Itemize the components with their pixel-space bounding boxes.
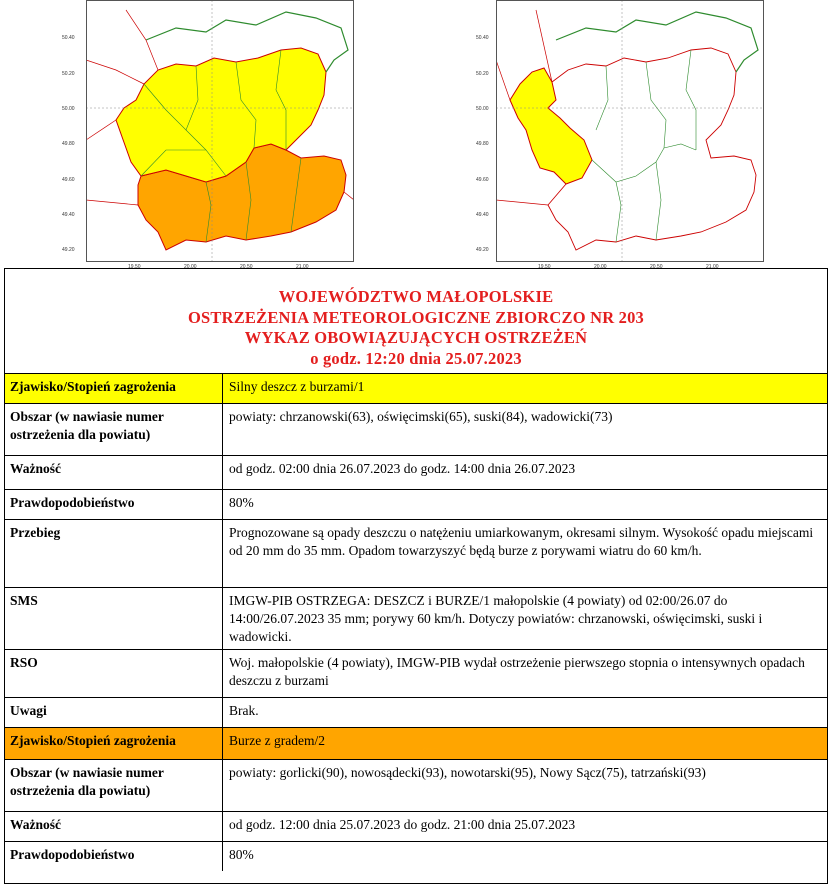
row-label: Obszar (w nawiasie numer ostrzeżenia dla powiatu) xyxy=(5,404,223,455)
x-tick: 20.50 xyxy=(650,264,663,270)
title-line: WOJEWÓDZTWO MAŁOPOLSKIE xyxy=(278,287,554,306)
table-row-rso-1 xyxy=(5,649,827,697)
row-label: Ważność xyxy=(5,812,223,841)
title-line: OSTRZEŻENIA METEOROLOGICZNE ZBIORCZO NR 203 xyxy=(187,307,645,327)
table-row-validity-1 xyxy=(5,455,827,489)
y-tick: 49.40 xyxy=(62,212,75,218)
row-value: Burze z gradem/2 xyxy=(229,733,325,748)
x-tick: 19.50 xyxy=(538,264,551,270)
x-tick: 20.00 xyxy=(184,264,197,270)
x-tick: 20.00 xyxy=(594,264,607,270)
table-row-probability-1 xyxy=(5,489,827,519)
row-value: Woj. małopolskie (4 powiaty), IMGW-PIB wydał ostrzeżenie pierwszego stopnia o intensywnych opadach deszczu z burzami xyxy=(229,655,805,688)
table-row-probability-2 xyxy=(5,841,827,871)
y-tick: 50.00 xyxy=(62,106,75,112)
y-tick: 50.40 xyxy=(476,35,489,41)
row-label: Obszar (w nawiasie numer ostrzeżenia dla powiatu) xyxy=(5,760,223,811)
y-tick: 49.60 xyxy=(476,177,489,183)
row-value: Silny deszcz z burzami/1 xyxy=(229,379,365,394)
table-row-notes-1 xyxy=(5,697,827,727)
x-tick: 21.00 xyxy=(296,264,309,270)
x-tick: 21.00 xyxy=(706,264,719,270)
table-row-phenomenon-2 xyxy=(5,727,827,759)
x-tick: 19.50 xyxy=(128,264,141,270)
y-tick: 49.80 xyxy=(476,141,489,147)
row-value: od godz. 02:00 dnia 26.07.2023 do godz. 14:00 dnia 26.07.2023 xyxy=(229,461,576,476)
title-line: o godz. 12:20 dnia 25.07.2023 xyxy=(310,348,522,368)
row-value: Prognozowane są opady deszczu o natężeniu umiarkowanym, okresami silnym. Wysokość opadu miejscami od 20 mm do 35 mm. Opadom towarzyszyć będą burze z porywami wiatru do 60 km/h. xyxy=(229,525,814,558)
y-tick: 50.40 xyxy=(62,35,75,41)
row-label: SMS xyxy=(5,588,223,649)
warning-document xyxy=(4,268,828,884)
x-tick: 20.50 xyxy=(240,264,253,270)
table-row-course-1 xyxy=(5,519,827,587)
table-row-sms-1 xyxy=(5,587,827,649)
table-row-phenomenon-1 xyxy=(5,373,827,403)
y-tick: 49.80 xyxy=(62,141,75,147)
map-right-svg xyxy=(496,0,764,262)
row-label: Uwagi xyxy=(5,698,223,727)
row-label: Zjawisko/Stopień zagrożenia xyxy=(5,374,223,403)
y-tick: 49.20 xyxy=(62,247,75,253)
row-label: RSO xyxy=(5,650,223,697)
row-value: Brak. xyxy=(229,703,259,718)
row-value: powiaty: chrzanowski(63), oświęcimski(65), suski(84), wadowicki(73) xyxy=(229,409,613,424)
y-tick: 49.60 xyxy=(62,177,75,183)
document-title xyxy=(5,269,827,373)
y-tick: 49.40 xyxy=(476,212,489,218)
row-value: IMGW-PIB OSTRZEGA: DESZCZ i BURZE/1 małopolskie (4 powiaty) od 02:00/26.07 do 14:00/26.07.2023 35 mm; porywy 60 km/h. Dotyczy powiatów: chrzanowski, oświęcimski, suski i wadowicki. xyxy=(229,593,763,644)
table-row-area-1 xyxy=(5,403,827,455)
warning-map-left xyxy=(86,0,354,262)
warning-map-right xyxy=(496,0,764,262)
row-label: Przebieg xyxy=(5,520,223,587)
table-row-validity-2 xyxy=(5,811,827,841)
row-label: Prawdopodobieństwo xyxy=(5,490,223,519)
row-value: 80% xyxy=(229,847,254,862)
y-tick: 50.20 xyxy=(62,71,75,77)
title-line: WYKAZ OBOWIĄZUJĄCYCH OSTRZEŻEŃ xyxy=(244,328,588,347)
map-left-svg xyxy=(86,0,354,262)
row-label: Ważność xyxy=(5,456,223,489)
y-tick: 50.20 xyxy=(476,71,489,77)
row-value: 80% xyxy=(229,495,254,510)
row-value: od godz. 12:00 dnia 25.07.2023 do godz. 21:00 dnia 25.07.2023 xyxy=(229,817,576,832)
y-tick: 49.20 xyxy=(476,247,489,253)
row-value: powiaty: gorlicki(90), nowosądecki(93), nowotarski(95), Nowy Sącz(75), tatrzański(93) xyxy=(229,765,706,780)
y-tick: 50.00 xyxy=(476,106,489,112)
table-row-area-2 xyxy=(5,759,827,811)
row-label: Prawdopodobieństwo xyxy=(5,842,223,871)
row-label: Zjawisko/Stopień zagrożenia xyxy=(5,728,223,759)
